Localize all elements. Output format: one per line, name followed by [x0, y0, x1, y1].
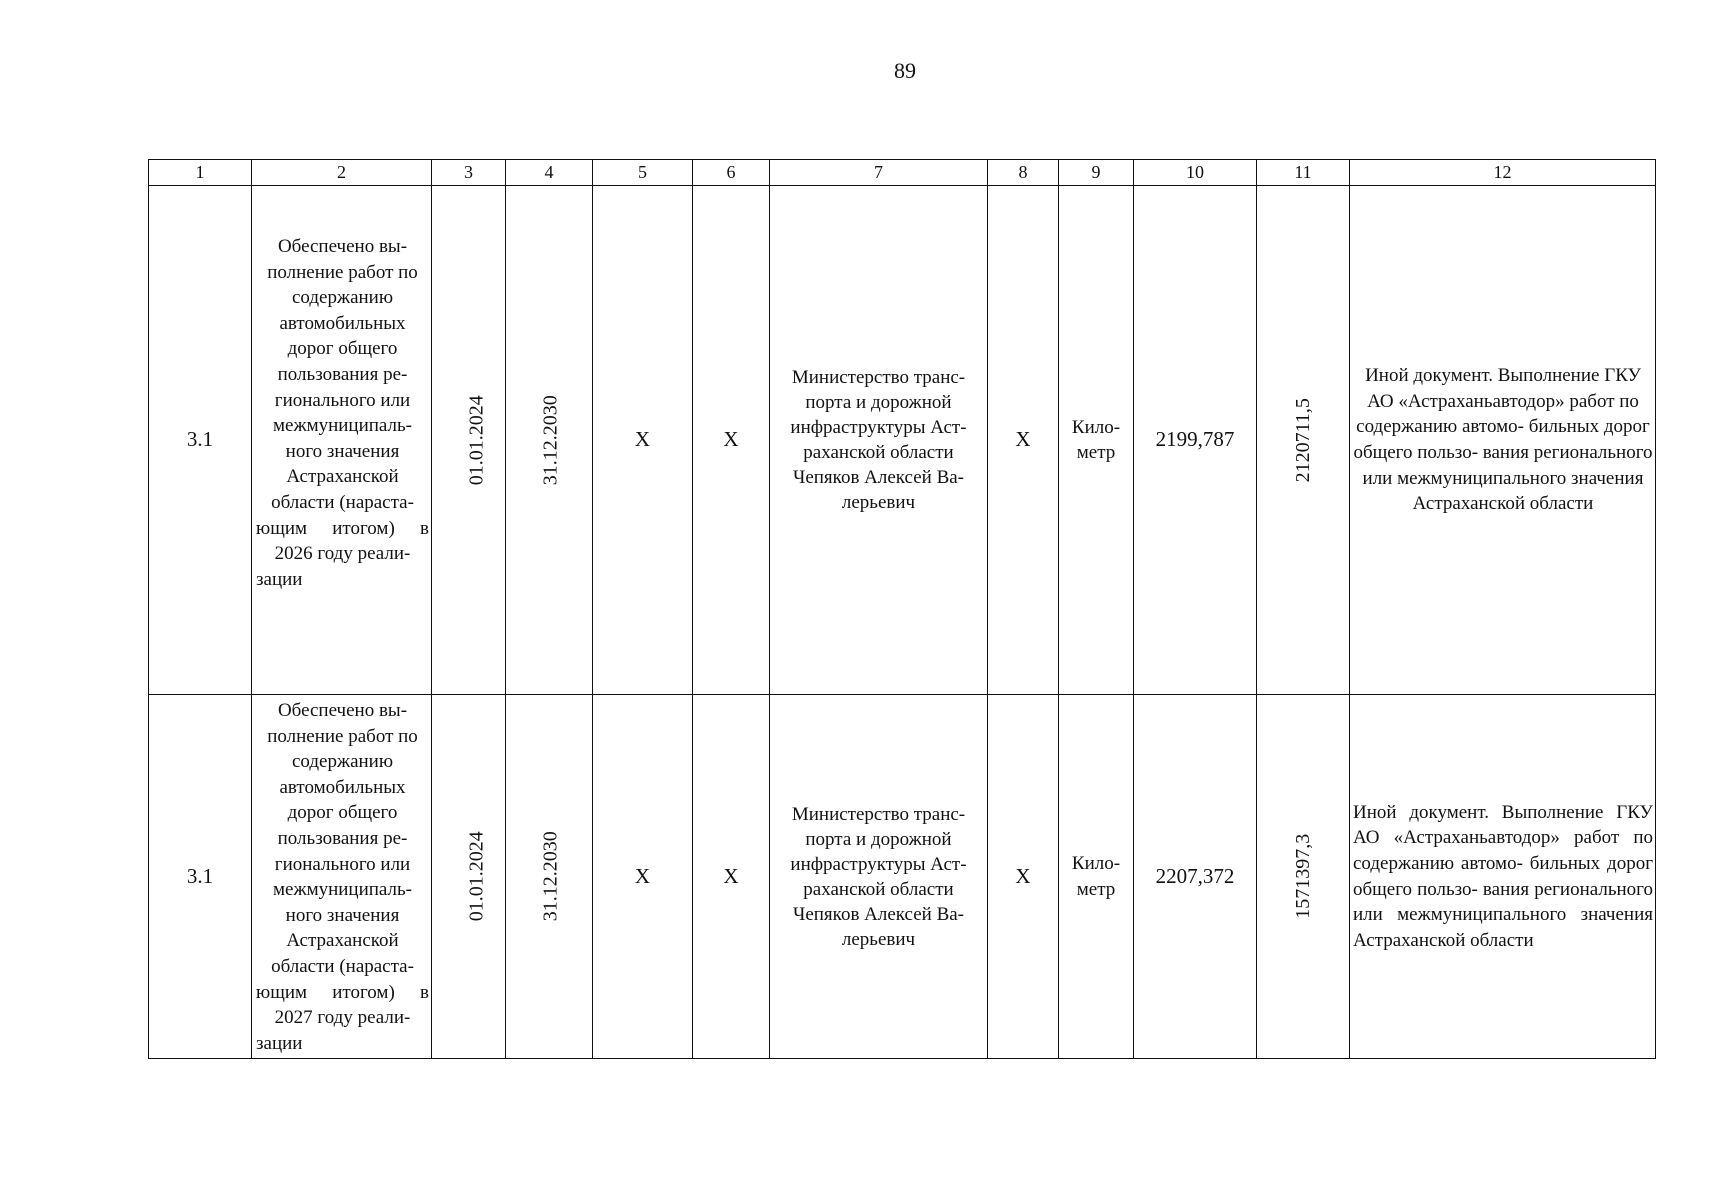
header-cell: 12	[1350, 160, 1656, 186]
amount: 2120711,5	[1291, 397, 1314, 483]
data-table	[148, 159, 1656, 1059]
row-number: 3.1	[149, 695, 252, 1059]
description-text: Обеспечено вы- полнение работ по содержанию автомобильных дорог общего пользования ре- гионального или межмуниципаль- ного значения Астраханской области (нараста- ющим итогом) в	[256, 236, 429, 539]
document-cell: Иной документ. Выполнение ГКУ АО «Астраханьавтодор» работ по содержанию автомо- бильных дорог общего пользо- вания регионального или межмуниципального значения Астраханской области	[1350, 186, 1656, 695]
description-text-end: 2027 году реали- зации	[256, 1007, 411, 1054]
amount: 1571397,3	[1291, 834, 1314, 919]
header-cell: 11	[1257, 160, 1350, 186]
amount-cell	[1257, 695, 1350, 1059]
table-row	[149, 186, 1656, 695]
description-text-end: 2026 году реали- зации	[256, 543, 411, 590]
document-text: Иной документ. Выполнение ГКУ АО «Астраханьавтодор» работ по содержанию автомо- бильных дорог общего пользо- вания регионального или межмуниципального значения	[1353, 801, 1653, 926]
col5-cell: X	[593, 186, 693, 695]
col8-cell: X	[988, 186, 1059, 695]
unit-cell: Кило- метр	[1059, 695, 1134, 1059]
header-cell: 5	[593, 160, 693, 186]
table-row	[149, 695, 1656, 1059]
col5-cell: X	[593, 695, 693, 1059]
header-cell: 9	[1059, 160, 1134, 186]
header-cell: 1	[149, 160, 252, 186]
end-date-cell	[506, 695, 593, 1059]
start-date: 01.01.2024	[465, 395, 488, 485]
end-date: 31.12.2030	[539, 831, 562, 922]
col6-cell: X	[693, 186, 770, 695]
row-number: 3.1	[149, 186, 252, 695]
start-date: 01.01.2024	[465, 831, 488, 922]
header-cell: 8	[988, 160, 1059, 186]
header-cell: 7	[770, 160, 988, 186]
responsible-cell: Министерство транс- порта и дорожной инфраструктуры Аст- раханской области Чепяков Алексей Ва- лерьевич	[770, 186, 988, 695]
document-text-end: Астраханской области	[1353, 929, 1534, 951]
header-cell: 4	[506, 160, 593, 186]
amount-cell	[1257, 186, 1350, 695]
header-cell: 2	[252, 160, 432, 186]
header-cell: 6	[693, 160, 770, 186]
col6-cell: X	[693, 695, 770, 1059]
document-cell	[1350, 695, 1656, 1059]
start-date-cell	[432, 695, 506, 1059]
responsible-cell: Министерство транс- порта и дорожной инфраструктуры Аст- раханской области Чепяков Алексей Ва- лерьевич	[770, 695, 988, 1059]
col8-cell: X	[988, 695, 1059, 1059]
description-cell	[252, 186, 432, 695]
header-row	[149, 160, 1656, 186]
end-date-cell	[506, 186, 593, 695]
header-cell: 10	[1134, 160, 1257, 186]
header-cell: 3	[432, 160, 506, 186]
page-number: 89	[894, 58, 916, 83]
description-text: Обеспечено вы- полнение работ по содержанию автомобильных дорог общего пользования ре- гионального или межмуниципаль- ного значения Астраханской области (нараста- ющим итогом) в	[256, 700, 429, 1003]
end-date: 31.12.2030	[539, 395, 562, 485]
unit-cell: Кило- метр	[1059, 186, 1134, 695]
description-cell	[252, 695, 432, 1059]
start-date-cell	[432, 186, 506, 695]
value-cell: 2199,787	[1134, 186, 1257, 695]
value-cell: 2207,372	[1134, 695, 1257, 1059]
